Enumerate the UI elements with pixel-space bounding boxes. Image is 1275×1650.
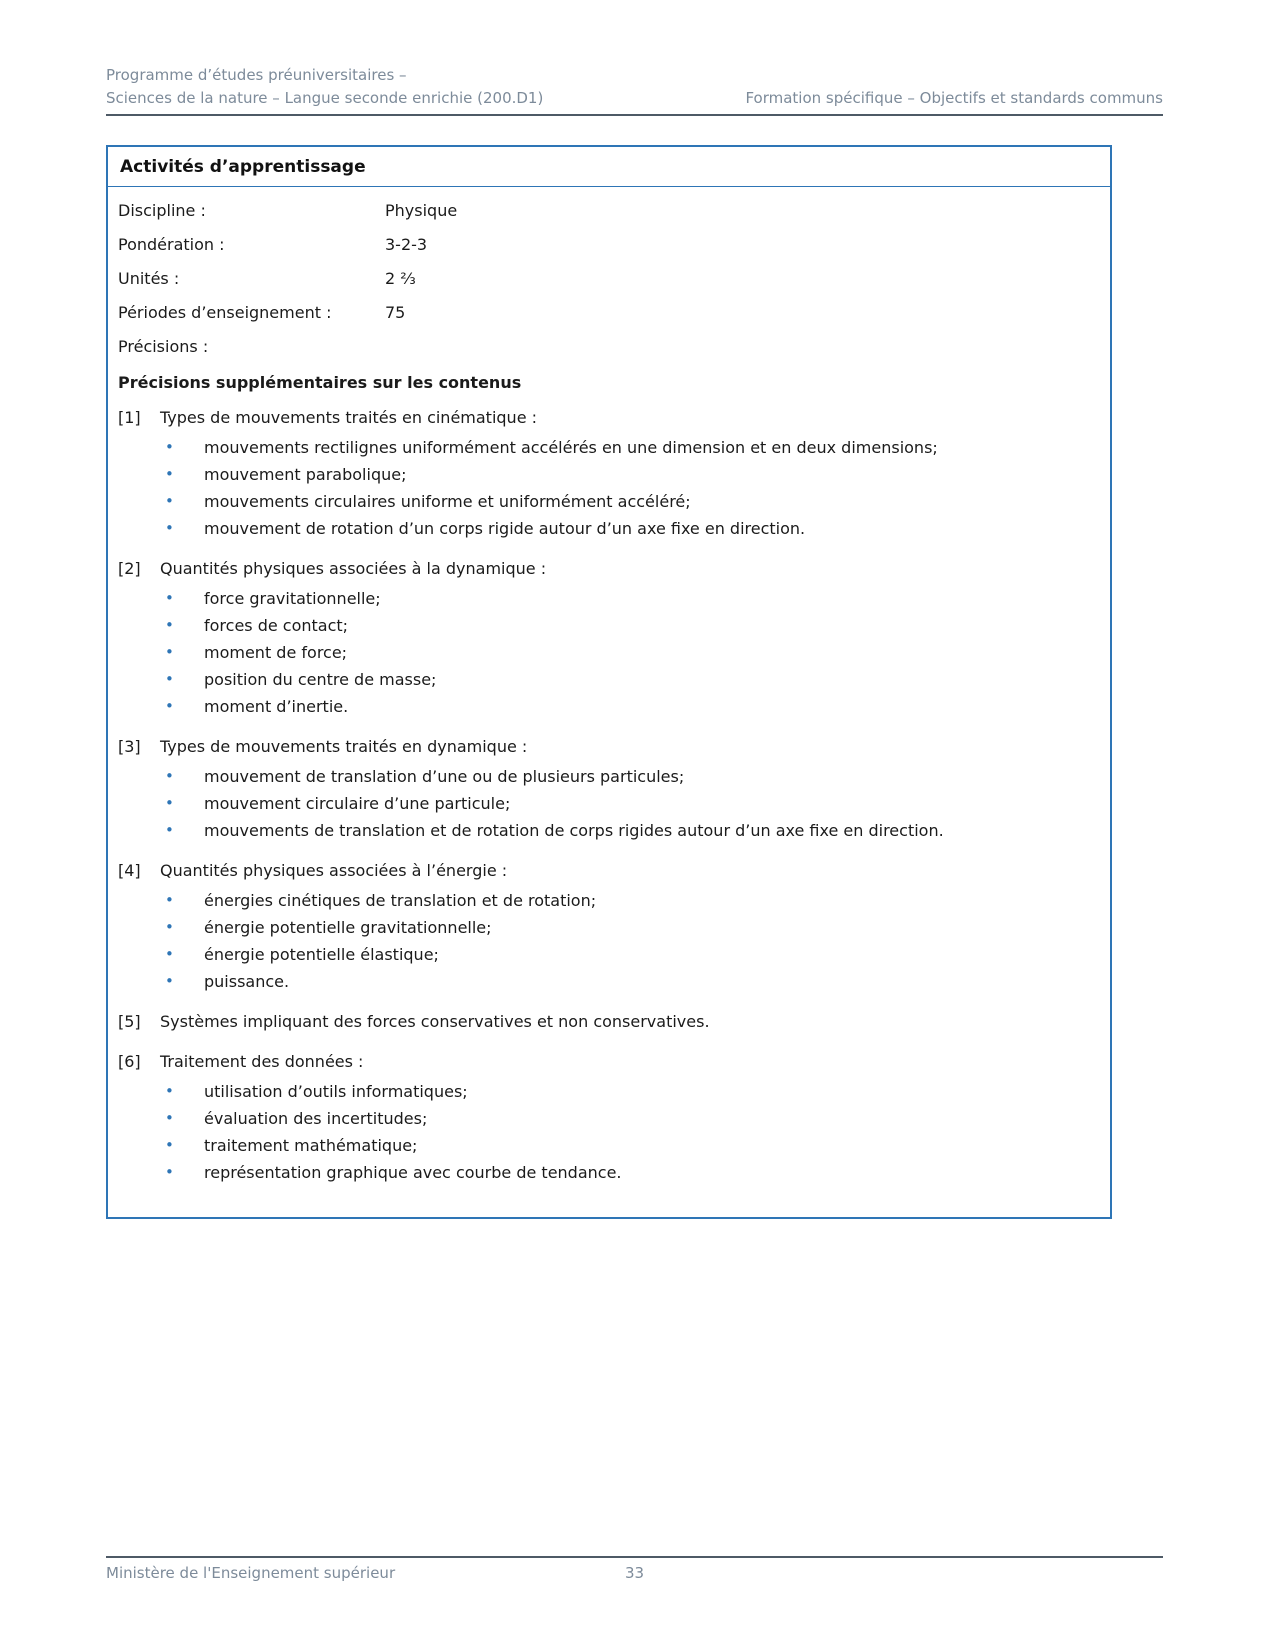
list-item-text: mouvements circulaires uniforme et uniformément accéléré; xyxy=(204,492,691,511)
list-item-text: mouvement de translation d’une ou de plusieurs particules; xyxy=(204,767,685,786)
list-item-text: mouvements rectilignes uniformément accélérés en une dimension et en deux dimensions; xyxy=(204,438,938,457)
list-item xyxy=(118,817,1098,844)
list-item xyxy=(118,1078,1098,1105)
footer-ministry-label: Ministère de l'Enseignement supérieur xyxy=(106,1564,396,1582)
section-items xyxy=(118,887,1098,995)
section-heading xyxy=(118,1048,1098,1075)
list-item-text: position du centre de masse; xyxy=(204,670,437,689)
field-row-periodes xyxy=(118,295,1098,329)
list-item-text: forces de contact; xyxy=(204,616,349,635)
list-item-text: énergies cinétiques de translation et de rotation; xyxy=(204,891,597,910)
list-item-text: évaluation des incertitudes; xyxy=(204,1109,428,1128)
list-item-text: force gravitationnelle; xyxy=(204,589,381,608)
header-second-line xyxy=(106,87,1163,110)
list-item-text: moment d’inertie. xyxy=(204,697,349,716)
bullet-icon: • xyxy=(165,697,174,715)
section-items xyxy=(118,763,1098,844)
list-item-text: utilisation d’outils informatiques; xyxy=(204,1082,468,1101)
section-number: [4] xyxy=(118,861,141,880)
bullet-icon: • xyxy=(165,465,174,483)
page-header xyxy=(106,64,1163,116)
field-row-unites xyxy=(118,261,1098,295)
list-item xyxy=(118,763,1098,790)
section-heading-text: Quantités physiques associées à l’énergie : xyxy=(160,861,508,880)
bullet-icon: • xyxy=(165,1163,174,1181)
bullet-icon: • xyxy=(165,1136,174,1154)
list-item xyxy=(118,1105,1098,1132)
field-label: Précisions : xyxy=(118,336,209,356)
list-item xyxy=(118,968,1098,995)
list-item-text: énergie potentielle gravitationnelle; xyxy=(204,918,492,937)
list-item xyxy=(118,488,1098,515)
bullet-icon: • xyxy=(165,945,174,963)
section-heading-text: Quantités physiques associées à la dynamique : xyxy=(160,559,547,578)
bullet-icon: • xyxy=(165,492,174,510)
section-heading xyxy=(118,555,1098,582)
section-number: [1] xyxy=(118,408,141,427)
bullet-icon: • xyxy=(165,519,174,537)
field-row-precisions xyxy=(118,329,1098,363)
list-item xyxy=(118,639,1098,666)
bullet-icon: • xyxy=(165,643,174,661)
bullet-icon: • xyxy=(165,767,174,785)
section-heading xyxy=(118,733,1098,760)
header-program-line: Programme d’études préuniversitaires – xyxy=(106,66,407,84)
section-heading-text: Types de mouvements traités en cinématique : xyxy=(160,408,538,427)
section-6 xyxy=(118,1048,1098,1186)
page-footer xyxy=(106,1556,1163,1582)
bullet-icon: • xyxy=(165,821,174,839)
section-4 xyxy=(118,857,1098,995)
list-item-text: mouvement circulaire d’une particule; xyxy=(204,794,511,813)
list-item-text: mouvement parabolique; xyxy=(204,465,407,484)
list-item-text: moment de force; xyxy=(204,643,348,662)
field-row-ponderation xyxy=(118,227,1098,261)
section-3 xyxy=(118,733,1098,844)
list-item xyxy=(118,666,1098,693)
bullet-icon: • xyxy=(165,616,174,634)
section-items xyxy=(118,1078,1098,1186)
field-value: 3-2-3 xyxy=(385,234,428,254)
bullet-icon: • xyxy=(165,589,174,607)
bullet-icon: • xyxy=(165,1082,174,1100)
list-item xyxy=(118,1132,1098,1159)
section-number: [5] xyxy=(118,1012,141,1031)
section-heading xyxy=(118,404,1098,431)
list-item xyxy=(118,790,1098,817)
contents-subtitle: Précisions supplémentaires sur les contenus xyxy=(118,373,522,392)
list-item xyxy=(118,515,1098,542)
list-item xyxy=(118,1159,1098,1186)
header-rule xyxy=(106,114,1163,116)
list-item-text: traitement mathématique; xyxy=(204,1136,418,1155)
list-item xyxy=(118,434,1098,461)
header-course-line: Sciences de la nature – Langue seconde enrichie (200.D1) xyxy=(106,89,544,107)
list-item xyxy=(118,941,1098,968)
section-heading-text: Types de mouvements traités en dynamique : xyxy=(160,737,528,756)
list-item xyxy=(118,914,1098,941)
section-items xyxy=(118,585,1098,720)
field-value: Physique xyxy=(385,200,458,220)
list-item xyxy=(118,612,1098,639)
list-item xyxy=(118,461,1098,488)
section-heading xyxy=(118,1008,1098,1035)
list-item-text: mouvements de translation et de rotation de corps rigides autour d’un axe fixe en direction. xyxy=(204,821,944,840)
section-number: [6] xyxy=(118,1052,141,1071)
header-section-label: Formation spécifique – Objectifs et standards communs xyxy=(745,89,1163,107)
field-value: 75 xyxy=(385,302,406,322)
bullet-icon: • xyxy=(165,918,174,936)
field-label: Discipline : xyxy=(118,200,206,220)
bullet-icon: • xyxy=(165,438,174,456)
list-item-text: puissance. xyxy=(204,972,290,991)
bullet-icon: • xyxy=(165,972,174,990)
list-item xyxy=(118,693,1098,720)
list-item-text: mouvement de rotation d’un corps rigide autour d’un axe fixe en direction. xyxy=(204,519,806,538)
bullet-icon: • xyxy=(165,794,174,812)
bullet-icon: • xyxy=(165,670,174,688)
field-row-discipline xyxy=(118,193,1098,227)
section-heading xyxy=(118,857,1098,884)
bullet-icon: • xyxy=(165,891,174,909)
section-number: [3] xyxy=(118,737,141,756)
section-5 xyxy=(118,1008,1098,1035)
learning-activities-box xyxy=(106,145,1112,1219)
list-item-text: énergie potentielle élastique; xyxy=(204,945,439,964)
section-heading-text: Traitement des données : xyxy=(160,1052,364,1071)
field-label: Pondération : xyxy=(118,234,225,254)
bullet-icon: • xyxy=(165,1109,174,1127)
field-value: 2 ⅔ xyxy=(385,268,416,288)
section-items xyxy=(118,434,1098,542)
box-body xyxy=(108,187,1110,1217)
box-title: Activités d’apprentissage xyxy=(108,147,1110,187)
field-label: Périodes d’enseignement : xyxy=(118,302,332,322)
list-item xyxy=(118,585,1098,612)
section-1 xyxy=(118,404,1098,542)
section-2 xyxy=(118,555,1098,720)
list-item xyxy=(118,887,1098,914)
section-number: [2] xyxy=(118,559,141,578)
field-label: Unités : xyxy=(118,268,180,288)
page-number: 33 xyxy=(624,1564,645,1582)
section-heading-text: Systèmes impliquant des forces conservatives et non conservatives. xyxy=(160,1012,710,1031)
list-item-text: représentation graphique avec courbe de tendance. xyxy=(204,1163,622,1182)
